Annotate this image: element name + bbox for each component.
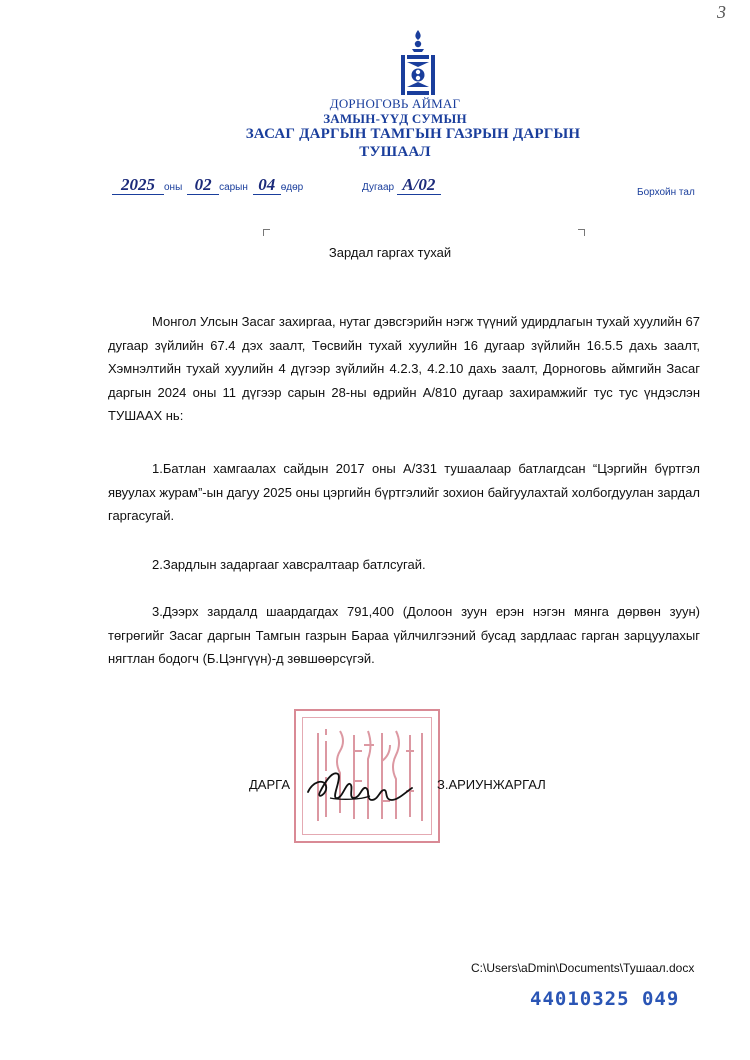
date-year-label: оны: [164, 182, 183, 193]
registration-number: 44010325 049: [530, 988, 680, 1010]
header-sum: ЗАМЫН-ҮҮД СУМЫН: [323, 111, 467, 126]
date-day: 04: [253, 176, 281, 195]
header-aimag: ДОРНОГОВЬ АЙМАГ: [329, 96, 461, 111]
number-value: А/02: [397, 176, 441, 195]
header-doc-type: ТУШААЛ: [359, 144, 431, 160]
place: Борхойн тал: [637, 187, 695, 198]
header-office: ЗАСАГ ДАРГЫН ТАМГЫН ГАЗРЫН ДАРГЫН: [245, 126, 581, 142]
subject-corner-left: [263, 229, 270, 236]
number-row: [362, 176, 441, 195]
number-label: Дугаар: [362, 182, 395, 193]
soyombo-emblem-icon: [395, 28, 441, 100]
signatory-role: ДАРГА: [249, 777, 290, 792]
signatory-name: З.АРИУНЖАРГАЛ: [437, 777, 546, 792]
date-day-label: өдөр: [280, 182, 304, 193]
handwritten-signature: [300, 758, 440, 814]
order-item-2: 2.Зардлын задаргааг хавсралтаар батлсугай.: [152, 557, 426, 572]
order-item-1: 1.Батлан хамгаалах сайдын 2017 оны А/331 тушаалаар батлагдсан “Цэргийн бүртгэл явуулах журам”-ын дагуу 2025 оны цэргийн бүртгэлийг зохион байгуулахтай холбогдуулан зардал гаргасугай.: [108, 461, 700, 523]
date-month: 02: [187, 176, 219, 195]
date-year: 2025: [112, 176, 164, 195]
subject: Зардал гаргах тухай: [328, 245, 452, 260]
preamble-paragraph: Монгол Улсын Засаг захиргаа, нутаг дэвсгэрийн нэгж түүний удирдлагын тухай хуулийн 67 дугаар зүйлийн 67.4 дэх заалт, Төсвийн тухай хуулийн 16 дугаар зүйлийн 16.5.5 дахь заалт, Хэмнэлтийн тухай хуулийн 4 дүгээр зүйлийн 4.2.3, 4.2.10 дахь заалт, Дорноговь аймгийн Засаг даргын 2024 оны 11 дүгээр сарын 28-ны өдрийн А/810 дугаар захирамжийг тус тус үндэслэн ТУШААХ нь:: [108, 314, 700, 423]
order-item-3: 3.Дээрх зардалд шаардагдах 791,400 (Долоон зуун ерэн нэгэн мянга дөрвөн зуун) төгрөгийг Засаг даргын Тамгын газрын Бараа үйлчилгээний бусад зардлаас гарган зарцуулахыг нягтлан бодогч (Б.Цэнгүүн)-д зөвшөөрсүгэй.: [108, 604, 700, 666]
file-path: C:\Users\aDmin\Documents\Тушаал.docx: [471, 961, 695, 975]
page-number: 3: [717, 2, 726, 22]
date-row: [112, 176, 305, 200]
date-month-label: сарын: [219, 182, 248, 193]
subject-corner-right: [578, 229, 585, 236]
